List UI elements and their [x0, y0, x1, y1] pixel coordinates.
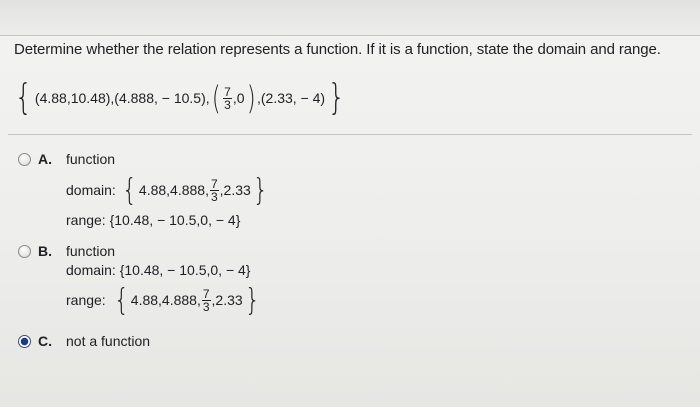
- option-a-domain-fraction: [210, 178, 219, 203]
- content-divider: [8, 134, 692, 135]
- relation-set: [12, 77, 348, 119]
- option-b-range-fraction: [202, 288, 211, 313]
- option-c-label: not a function: [66, 333, 151, 349]
- option-b-radio[interactable]: [18, 245, 31, 258]
- option-c[interactable]: [0, 332, 700, 354]
- option-a[interactable]: [0, 148, 700, 236]
- option-b-range-last: ,2.33: [211, 292, 243, 308]
- option-a-domain-label: domain:: [66, 182, 116, 198]
- option-b-range-open-brace: {: [113, 282, 129, 318]
- option-a-domain: [66, 172, 270, 208]
- option-c-radio[interactable]: [18, 335, 31, 348]
- fraction: [223, 86, 232, 111]
- relation-part3: ,(2.33, − 4): [256, 90, 326, 106]
- relation-part1: (4.88,10.48),(4.888, − 10.5),: [34, 90, 210, 106]
- option-c-letter: C.: [38, 333, 52, 349]
- option-a-range: range: {10.48, − 10.5,0, − 4}: [66, 212, 241, 228]
- option-b[interactable]: [0, 242, 700, 326]
- option-b-letter: B.: [38, 243, 52, 259]
- option-a-label: function: [66, 151, 116, 167]
- top-divider: [0, 35, 700, 36]
- option-b-label: function: [66, 243, 116, 259]
- option-b-range: [66, 282, 262, 318]
- open-paren: (: [211, 79, 221, 117]
- option-b-fraction-numerator: 7: [202, 286, 210, 301]
- option-b-fraction-denominator: 3: [202, 299, 210, 314]
- option-b-range-close-brace: }: [244, 282, 260, 318]
- option-a-radio[interactable]: [18, 153, 31, 166]
- top-bar: [0, 0, 700, 36]
- option-a-domain-open-brace: {: [121, 172, 137, 208]
- option-a-domain-values: 4.88,4.888,: [138, 182, 209, 198]
- option-b-range-label: range:: [66, 292, 106, 308]
- question-text: Determine whether the relation represents a function. If it is a function, state the domain and range.: [14, 41, 661, 58]
- option-a-letter: A.: [38, 151, 52, 167]
- close-brace: }: [327, 77, 346, 118]
- option-a-domain-close-brace: }: [252, 172, 268, 208]
- option-a-fraction-denominator: 3: [210, 189, 218, 204]
- option-a-fraction-numerator: 7: [210, 176, 218, 191]
- fraction-denominator: 3: [224, 97, 231, 112]
- option-a-domain-last: ,2.33: [219, 182, 251, 198]
- fraction-numerator: 7: [224, 84, 231, 99]
- option-b-domain: domain: {10.48, − 10.5,0, − 4}: [66, 262, 251, 278]
- open-brace: {: [14, 77, 33, 118]
- close-paren: ): [246, 79, 256, 117]
- relation-part2: ,0: [232, 90, 245, 106]
- option-b-range-values: 4.88,4.888,: [130, 292, 201, 308]
